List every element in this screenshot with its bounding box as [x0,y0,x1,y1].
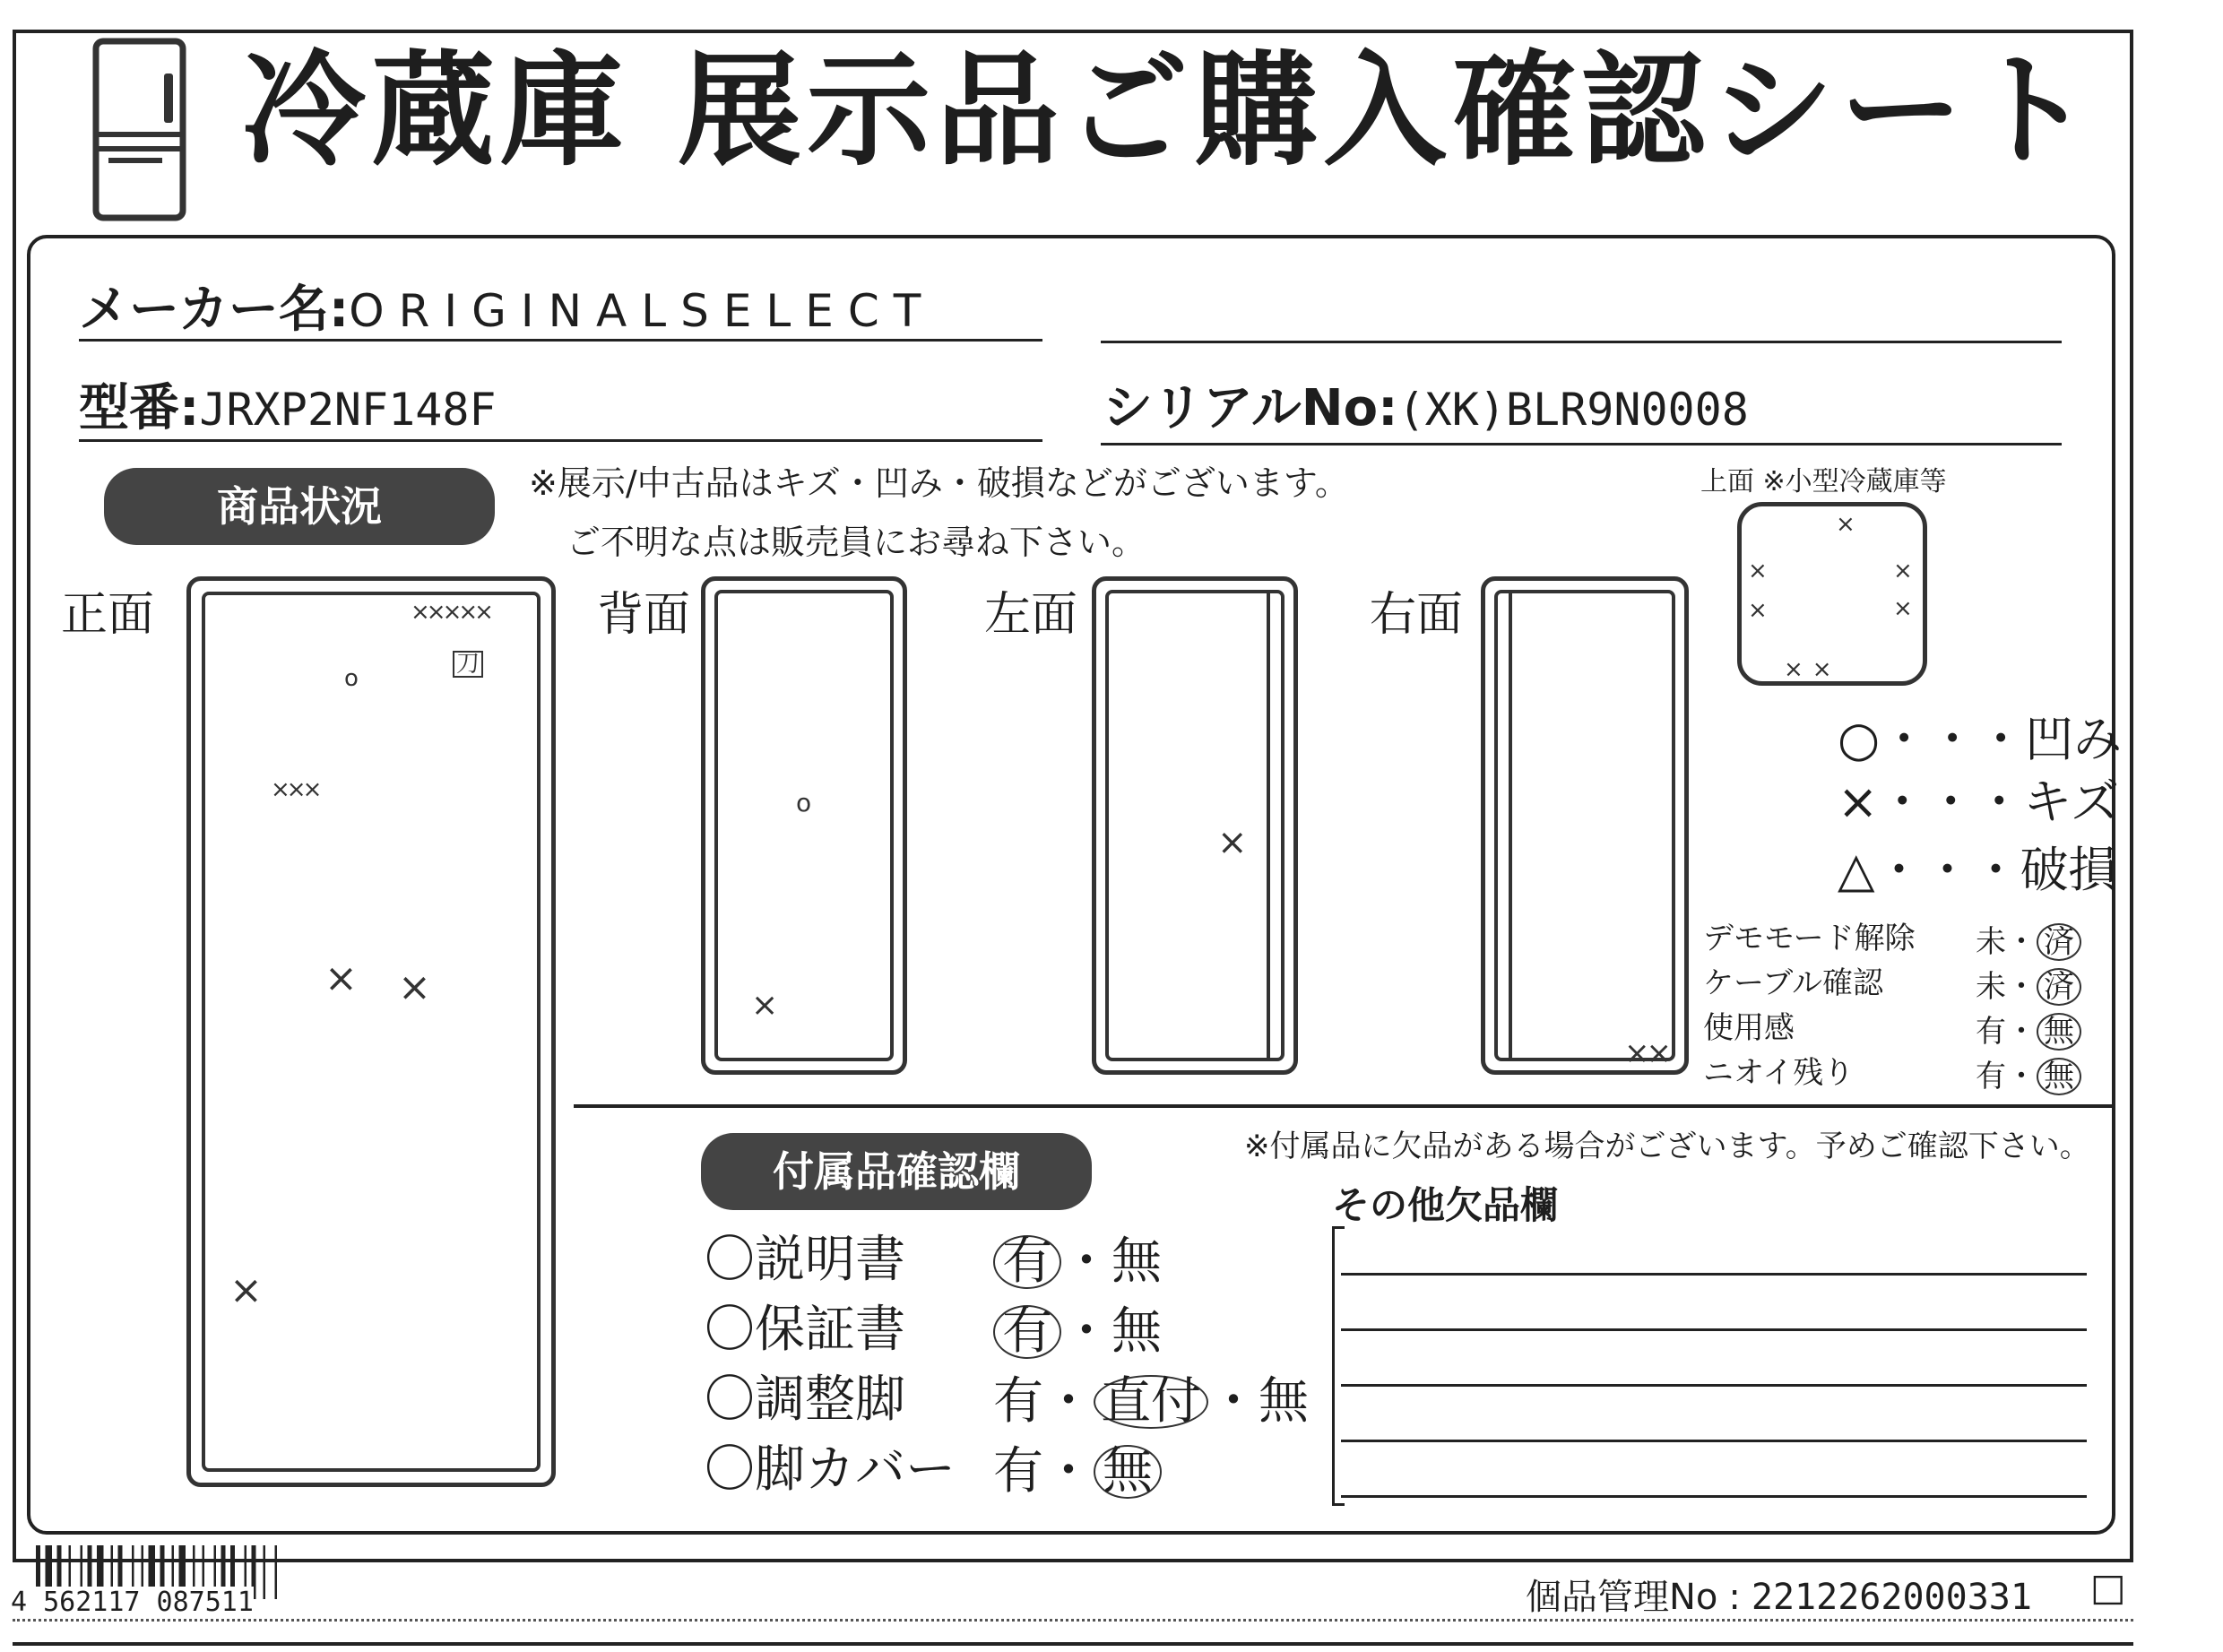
front-view-label: 正面 [61,588,155,642]
selected-option-circle: 無 [2037,1013,2081,1051]
serial-label: シリアルNo [1103,379,1379,437]
model-field: 型番:JRXP2NF148F [79,379,497,437]
model-label: 型番 [79,379,179,437]
accessories-heading: 付属品確認欄 [701,1133,1092,1210]
document-title: 冷蔵庫 展示品ご購入確認シート [242,39,2098,183]
check-demo-mode: デモモード解除 [1703,921,1916,956]
scratch-mark: × [229,1267,263,1313]
legend-scratch: ×・・・キズ [1838,774,2120,830]
right-view-panel [1494,590,1675,1061]
accessory-warranty: 〇保証書 [705,1301,905,1359]
other-missing-line [1341,1384,2087,1387]
model-value: JRXP2NF148F [199,384,497,436]
item-control-value: 2212262000331 [1751,1577,2032,1618]
other-missing-line [1341,1273,2087,1276]
front-view-diagram [186,576,556,1487]
scratch-mark: ×× [1784,656,1841,683]
scratch-mark: ××× [271,776,319,803]
condition-note-line2: ご不明な点は販売員にお尋ね下さい。 [567,523,1146,562]
accessory-foot-cover: 〇脚カバー [705,1440,956,1499]
checkbox[interactable]: □ [2090,1565,2126,1609]
refrigerator-icon [92,38,186,221]
check-usage: 使用感 [1703,1010,1795,1046]
maker-underline [79,339,1042,342]
right-view-door-edge [1509,590,1512,1061]
front-view-door [202,592,541,1472]
selected-option-circle: 無 [2037,1058,2081,1095]
accessories-note: ※付属品に欠品がある場合がございます。予めご確認下さい。 [1244,1129,2090,1164]
check-cable: ケーブル確認 [1703,965,1883,1001]
top-view-label: 上面 ※小型冷蔵庫等 [1700,466,1947,497]
serial-field: シリアルNo:(XK)BLR9N0008 [1103,379,1749,437]
back-view-panel [714,590,894,1061]
scratch-mark: ××××× [411,599,490,626]
scratch-mark: × [1893,558,1913,584]
left-view-diagram [1092,576,1298,1075]
right-view-diagram [1481,576,1689,1075]
dent-mark: o [344,665,359,692]
selected-option-circle: 有 [993,1305,1061,1359]
accessory-manual: 〇説明書 [705,1231,905,1289]
left-view-panel [1105,590,1284,1061]
maker-label: メーカー名 [79,281,329,339]
barcode-number: 4 562117 087511 [11,1587,254,1618]
other-missing-line [1341,1495,2087,1498]
maker-value: ORIGINALSELECT [349,285,936,337]
check-cable-options: 未・ 済 [1976,968,2081,1006]
serial-underline [1101,443,2062,445]
selected-option-circle: 有 [993,1235,1061,1289]
scratch-mark: × [324,956,358,1001]
scratch-mark: × [398,964,431,1010]
bottom-line [13,1642,2133,1646]
back-view-label: 背面 [597,588,691,642]
other-missing-bracket [1332,1226,1345,1506]
item-control-label: 個品管理No [1526,1577,1718,1618]
accessory-adjuster-feet-options: 有・ 直付 ・無 [993,1372,1309,1431]
right-view-label: 右面 [1370,588,1464,642]
condition-note-line1: ※展示/中古品はキズ・凹み・破損などがございます。 [529,463,1349,503]
maker-field: メーカー名:ORIGINALSELECT [79,281,936,339]
barcode-bar [275,1545,278,1599]
selected-option-circle: 済 [2037,968,2081,1006]
condition-heading: 商品状況 [104,468,495,545]
selected-option-circle: 済 [2037,923,2081,961]
check-usage-options: 有・ 無 [1976,1013,2081,1051]
dent-mark: o [796,788,812,817]
scratch-mark: × [1836,511,1855,538]
check-odor: ニオイ残り [1703,1055,1855,1091]
scratch-mark: ×× [1624,1035,1668,1071]
accessory-manual-options: 有 ・無 [993,1235,1162,1289]
scratch-mark: × [1893,595,1913,622]
scratch-mark: × [1217,822,1248,863]
other-missing-line [1341,1328,2087,1331]
accessory-foot-cover-options: 有・ 無 [993,1445,1162,1499]
selected-option-circle: 直付 [1094,1375,1208,1429]
barcode-bar [264,1545,266,1599]
front-small-mark: 刀 [453,651,483,678]
left-view-door-edge [1267,590,1270,1061]
accessory-adjuster-feet: 〇調整脚 [705,1371,905,1429]
scratch-mark: × [1748,558,1768,584]
item-control-number: 個品管理No : 2212262000331 [1526,1577,2032,1618]
model-underline [79,439,1042,442]
scratch-mark: × [1748,597,1768,624]
selected-option-circle: 無 [1094,1445,1162,1499]
back-view-diagram [701,576,907,1075]
check-demo-mode-options: 未・ 済 [1976,923,2081,961]
check-odor-options: 有・ 無 [1976,1058,2081,1095]
left-view-label: 左面 [984,588,1078,642]
serial-value: (XK)BLR9N0008 [1397,384,1749,436]
legend-dent: ○・・・凹み [1838,711,2123,767]
other-missing-line [1341,1440,2087,1442]
scratch-mark: × [751,987,779,1024]
other-missing-heading: その他欠品欄 [1332,1183,1559,1227]
accessory-warranty-options: 有 ・無 [993,1305,1162,1359]
blank-underline [1101,341,2062,343]
dotted-line [13,1619,2133,1622]
legend-damage: △・・・破損 [1838,842,2117,898]
accessories-divider [574,1104,2114,1108]
